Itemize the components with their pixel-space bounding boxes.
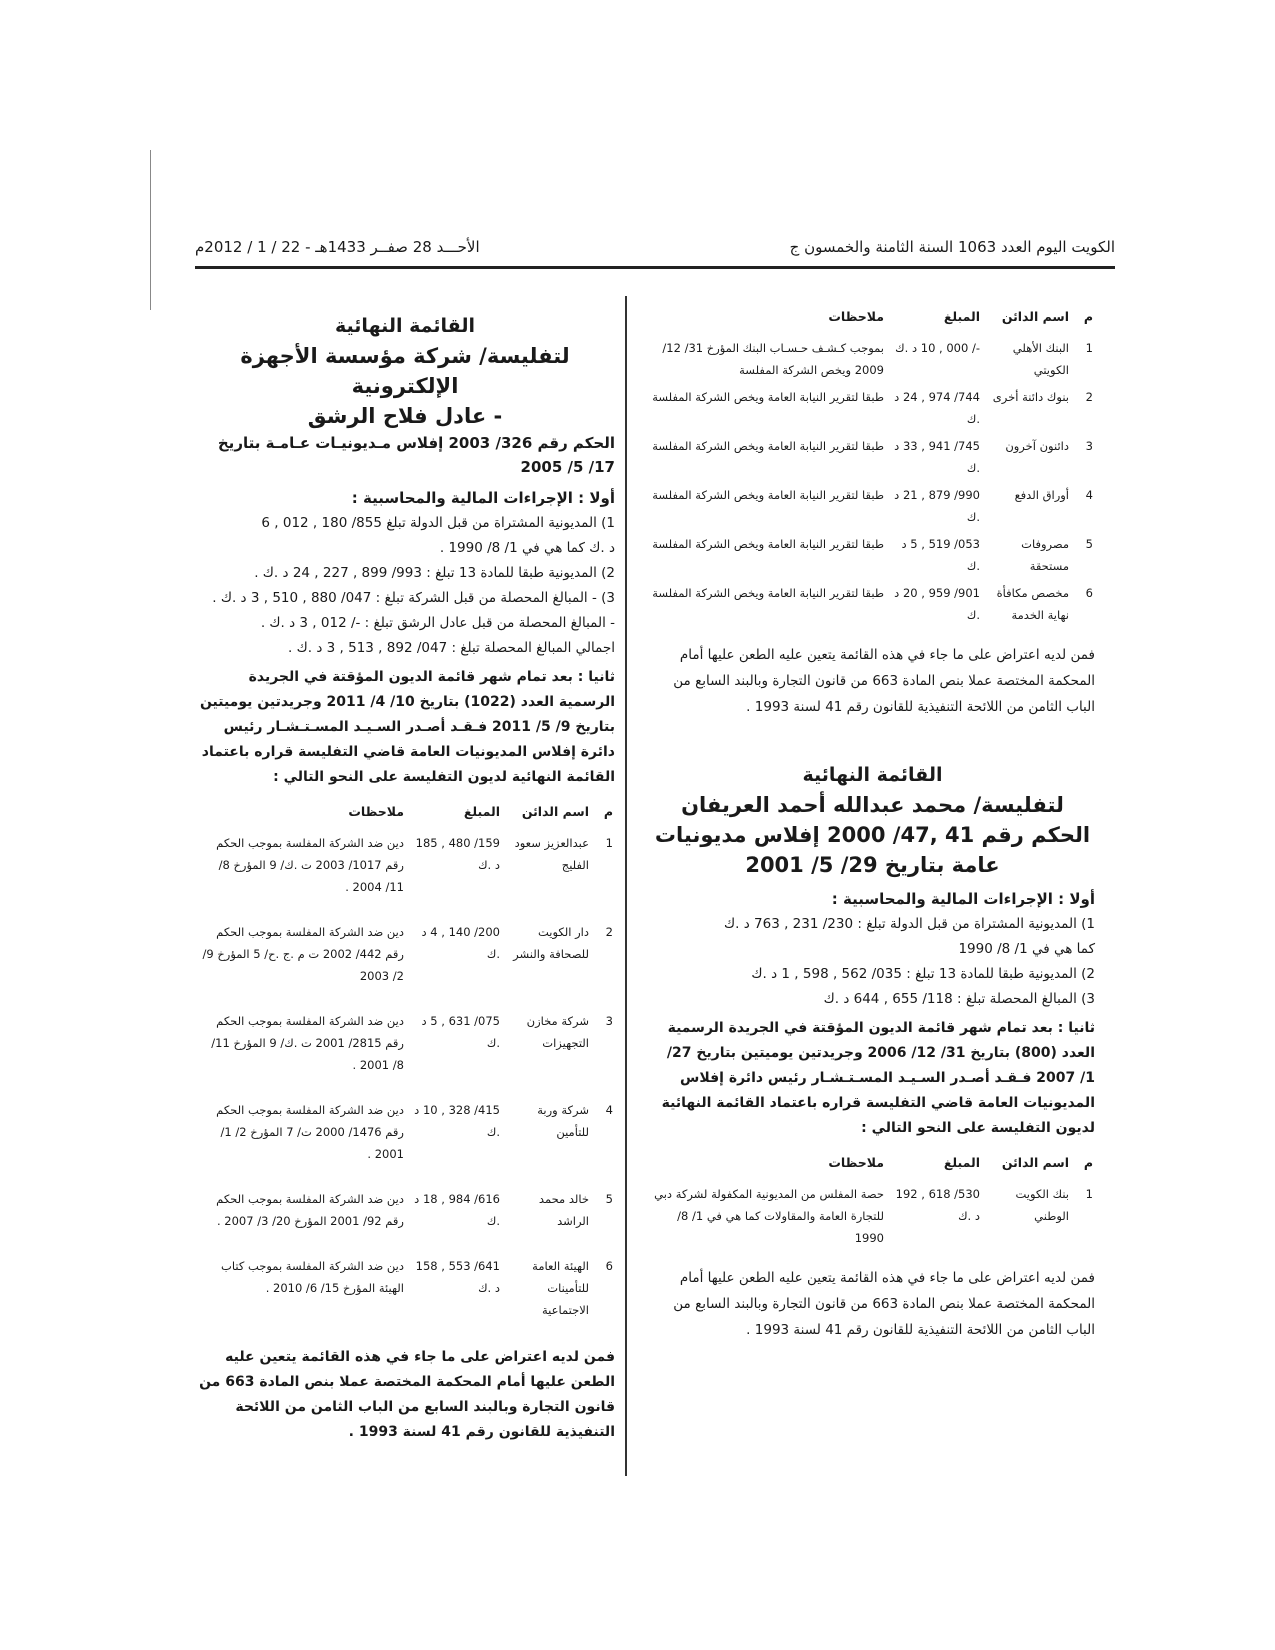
text-line: 1) المديونية المشتراة من قبل الدولة تبلغ : 230/ 231 , 763 د .ك [724, 916, 1095, 932]
section-heading: أولا : الإجراءات المالية والمحاسبية : [351, 489, 615, 507]
row-notes: دين ضد الشركة المفلسة بموجب الحكم رقم 2815/ 2001 ت .ك/ 9 المؤرخ 11/ 8/ 2001 . [211, 1014, 404, 1072]
row-notes: طبقا لتقرير النيابة العامة ويخص الشركة المفلسة [652, 439, 884, 453]
table-row [650, 334, 1095, 383]
row-number: 3 [1085, 439, 1093, 453]
section-title: القائمة النهائية [802, 764, 943, 786]
col-notes: ملاحظات [828, 1155, 884, 1170]
text-line: اجمالي المبالغ المحصلة تبلغ : 047/ 892 , 513 , 3 د .ك . [288, 640, 615, 656]
col-number: م [603, 804, 613, 819]
row-amount: 744/ 974 , 24 د .ك [894, 390, 980, 426]
table-row [650, 481, 1095, 530]
header-date: الأحـــد 28 صفــر 1433هـ - 22 / 1 / 2012م [195, 238, 480, 256]
scan-margin-line [150, 150, 151, 310]
row-creditor: دائنون آخرون [1005, 439, 1069, 453]
row-creditor: خالد محمد الراشد [538, 1192, 589, 1228]
col-amount: المبلغ [943, 1155, 980, 1170]
col-creditor: اسم الدائن [1001, 309, 1069, 324]
row-amount: 901/ 959 , 20 د .ك [894, 586, 980, 622]
table-row [195, 1007, 615, 1096]
table-header-row [195, 800, 615, 829]
row-amount: 159/ 480 , 185 د .ك [415, 836, 500, 872]
row-notes: بموجب كـشـف حـسـاب البنك المؤرخ 31/ 12/ 2009 ويخص الشركة المفلسة [662, 341, 884, 377]
row-creditor: أوراق الدفع [1014, 488, 1069, 502]
row-number: 3 [605, 1014, 613, 1028]
ruling-line: الحكم رقم 326/ 2003 إفلاس مـديونيـات عـامـة بتاريخ 17/ 5/ 2005 [217, 434, 615, 476]
table-header-row [650, 1151, 1095, 1180]
row-notes: دين ضد الشركة المفلسة بموجب الحكم رقم 1017/ 2003 ت .ك/ 9 المؤرخ 8/ 11/ 2004 . [216, 836, 404, 894]
row-notes: دين ضد الشركة المفلسة بموجب كتاب الهيئة المؤرخ 15/ 6/ 2010 . [221, 1259, 404, 1295]
creditors-table [195, 800, 615, 1341]
row-number: 4 [605, 1103, 613, 1117]
row-amount: 616/ 984 , 18 د .ك [414, 1192, 500, 1228]
row-number: 1 [605, 836, 613, 850]
text-line: - المبالغ المحصلة من قبل عادل الرشق تبلغ : -/ 012 , 3 د .ك . [260, 615, 615, 631]
bankruptcy-name: لتفليسة/ شركة مؤسسة الأجهزة الإلكترونية [240, 344, 570, 398]
row-notes: طبقا لتقرير النيابة العامة ويخص الشركة المفلسة [652, 390, 884, 404]
header-issue: الكويت اليوم العدد 1063 السنة الثامنة والخمسون ج [789, 238, 1115, 256]
row-notes: دين ضد الشركة المفلسة بموجب الحكم رقم 92/ 2001 المؤرخ 20/ 3/ 2007 . [216, 1192, 404, 1228]
table-row [195, 1096, 615, 1185]
text-line: 3) المبالغ المحصلة تبلغ : 118/ 655 , 644 د .ك [823, 991, 1095, 1007]
row-creditor: بنك الكويت الوطني [1015, 1187, 1069, 1223]
right-column [650, 305, 1095, 1357]
text-line: 2) المديونية طبقا للمادة 13 تبلغ : 035/ 562 , 598 , 1 د .ك [751, 966, 1095, 982]
row-notes: حصة المفلس من المديونية المكفولة لشركة دبي للتجارة العامة والمقاولات كما هي في 1/ 8/ 1990 [654, 1187, 884, 1245]
bankruptcy-name: لتفليسة/ محمد عبدالله أحمد العريفان [681, 793, 1064, 817]
creditors-table-1 [650, 305, 1095, 628]
creditors-table-2 [650, 1151, 1095, 1251]
row-number: 1 [1085, 1187, 1093, 1201]
col-notes: ملاحظات [348, 804, 404, 819]
left-column [195, 315, 615, 1449]
page-header [195, 232, 1115, 262]
col-creditor: اسم الدائن [1001, 1155, 1069, 1170]
objection-paragraph: فمن لديه اعتراض على ما جاء في هذه القائمة يتعين عليه الطعن عليها أمام المحكمة المختصة عملا بنص المادة 663 من قانون التجارة وبالبند السابع من الباب الثامن من اللائحة التنفيذية للقانون رقم 41 لسنة 1993 . [673, 1270, 1095, 1338]
row-creditor: الهيئة العامة للتأمينات الاجتماعية [532, 1259, 589, 1317]
table-row [650, 1180, 1095, 1251]
row-notes: طبقا لتقرير النيابة العامة ويخص الشركة المفلسة [652, 586, 884, 600]
row-number: 1 [1085, 341, 1093, 355]
table-row [650, 432, 1095, 481]
table-header-row [650, 305, 1095, 334]
objection-paragraph: فمن لديه اعتراض على ما جاء في هذه القائمة يتعين عليه الطعن عليها أمام المحكمة المختصة عملا بنص المادة 663 من قانون التجارة وبالبند السابع من الباب الثامن من اللائحة التنفيذية للقانون رقم 41 لسنة 1993 . [673, 647, 1095, 715]
row-amount: 745/ 941 , 33 د .ك [894, 439, 980, 475]
header-rule [195, 266, 1115, 269]
row-number: 6 [605, 1259, 613, 1273]
row-number: 5 [1085, 537, 1093, 551]
col-amount: المبلغ [943, 309, 980, 324]
row-number: 6 [1085, 586, 1093, 600]
table-row [195, 918, 615, 1007]
row-number: 2 [1085, 390, 1093, 404]
text-line: 3) - المبالغ المحصلة من قبل الشركة تبلغ : 047/ 880 , 510 , 3 د .ك . [212, 590, 615, 606]
table-row [650, 383, 1095, 432]
table-row [195, 829, 615, 918]
section-two-paragraph: ثانيا : بعد تمام شهر قائمة الديون المؤقتة في الجريدة الرسمية العدد (1022) بتاريخ 10/ 4/ 2011 وجريدتين يوميتين بتاريخ 9/ 5/ 2011 فـقـد أصـدر السـيـد المسـتـشـار رئيس دائرة إفلاس المديونيات العامة قاضي التفليسة قراره باعتماد القائمة النهائية لديون التفليسة على النحو التالي : [199, 669, 615, 785]
row-creditor: شركة مخازن التجهيزات [526, 1014, 589, 1050]
section-title: القائمة النهائية [335, 315, 475, 337]
row-amount: 990/ 879 , 21 د .ك [894, 488, 980, 524]
row-notes: طبقا لتقرير النيابة العامة ويخص الشركة المفلسة [652, 488, 884, 502]
row-creditor: شركة وربة للتأمين [537, 1103, 589, 1139]
row-creditor: بنوك دائنة أخرى [992, 390, 1069, 404]
section-heading: أولا : الإجراءات المالية والمحاسبية : [831, 890, 1095, 908]
table-row [195, 1252, 615, 1341]
col-creditor: اسم الدائن [521, 804, 589, 819]
text-line: كما هي في 1/ 8/ 1990 [958, 941, 1095, 957]
text-line: 1) المديونية المشتراة من قبل الدولة تبلغ 855/ 180 , 012 , 6 [261, 515, 615, 531]
row-creditor: مخصص مكافأة نهاية الخدمة [996, 586, 1069, 622]
table-row [650, 530, 1095, 579]
section-two-paragraph: ثانيا : بعد تمام شهر قائمة الديون المؤقتة في الجريدة الرسمية العدد (800) بتاريخ 31/ 12/ 2006 وجريدتين يوميتين بتاريخ 27/ 1/ 2007 فـقـد أصـدر السـيـد المسـتـشـار رئيس دائرة إفلاس المديونيات العامة قاضي التفليسة قراره باعتماد القائمة النهائية لديون التفليسة على النحو التالي : [661, 1020, 1095, 1136]
text-line: د .ك كما هي في 1/ 8/ 1990 . [439, 540, 615, 556]
col-number: م [1083, 309, 1093, 324]
row-number: 5 [605, 1192, 613, 1206]
row-amount: 053/ 519 , 5 د .ك [901, 537, 980, 573]
col-number: م [1083, 1155, 1093, 1170]
row-creditor: عبدالعزيز سعود الفليج [514, 836, 589, 872]
row-notes: دين ضد الشركة المفلسة بموجب الحكم رقم 1476/ 2000 ت/ 7 المؤرخ 2/ 1/ 2001 . [216, 1103, 404, 1161]
row-amount: 530/ 618 , 192 د .ك [895, 1187, 980, 1223]
row-amount: 075/ 631 , 5 د .ك [421, 1014, 500, 1050]
row-creditor: البنك الأهلي الكويتي [1012, 341, 1069, 377]
ruling-line: الحكم رقم 41 ,47/ 2000 إفلاس مديونيات عامة بتاريخ 29/ 5/ 2001 [654, 823, 1091, 877]
row-notes: دين ضد الشركة المفلسة بموجب الحكم رقم 442/ 2002 ت م .ج .ح/ 5 المؤرخ 9/ 2/ 2003 [202, 925, 404, 983]
row-creditor: دار الكويت للصحافة والنشر [513, 925, 589, 961]
row-notes: طبقا لتقرير النيابة العامة ويخص الشركة المفلسة [652, 537, 884, 551]
col-amount: المبلغ [463, 804, 500, 819]
bankruptcy-person: - عادل فلاح الرشق [307, 404, 503, 428]
row-amount: -/ 000 , 10 د .ك [895, 341, 980, 355]
objection-paragraph: فمن لديه اعتراض على ما جاء في هذه القائمة يتعين عليه الطعن عليها أمام المحكمة المختصة عملا بنص المادة 663 من قانون التجارة وبالبند السابع من الباب الثامن من اللائحة التنفيذية للقانون رقم 41 لسنة 1993 . [199, 1349, 615, 1440]
row-number: 2 [605, 925, 613, 939]
row-amount: 415/ 328 , 10 د .ك [414, 1103, 500, 1139]
row-creditor: مصروفات مستحقة [1021, 537, 1069, 573]
table-row [650, 579, 1095, 628]
row-number: 4 [1085, 488, 1093, 502]
text-line: 2) المديونية طبقا للمادة 13 تبلغ : 993/ 899 , 227 , 24 د .ك . [254, 565, 615, 581]
row-amount: 641/ 553 , 158 د .ك [415, 1259, 500, 1295]
table-row [195, 1185, 615, 1252]
col-notes: ملاحظات [828, 309, 884, 324]
row-amount: 200/ 140 , 4 د .ك [421, 925, 500, 961]
column-divider [625, 296, 627, 1476]
